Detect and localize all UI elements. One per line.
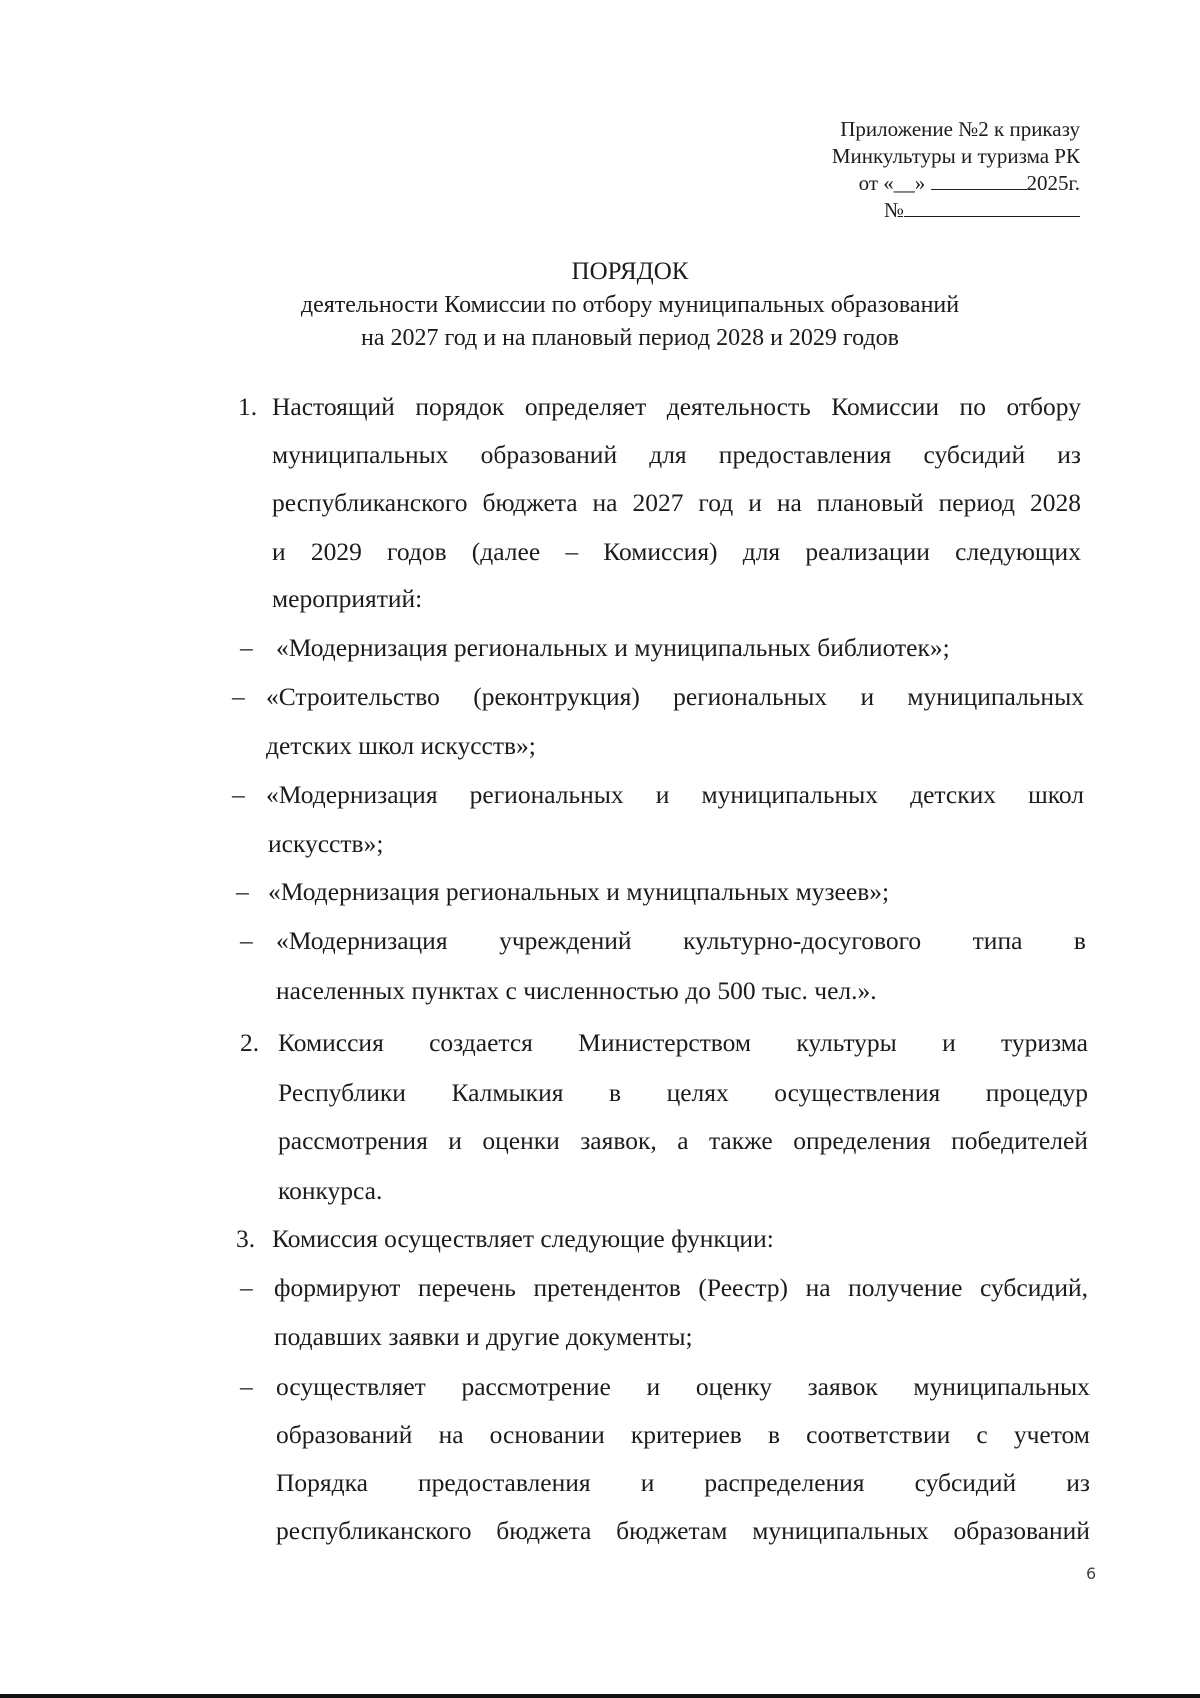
word: оценки (482, 1126, 560, 1155)
function-2-line-1-text (276, 1372, 1090, 1402)
word: и (272, 537, 286, 566)
word: победителей (951, 1126, 1088, 1155)
word: муниципальных (752, 1516, 929, 1545)
word: (далее (471, 537, 541, 566)
word: отбору (1006, 392, 1081, 421)
word: на (805, 1273, 831, 1302)
word: (Реестр) (698, 1273, 789, 1302)
word: Министерством (578, 1028, 752, 1057)
word: год (698, 488, 734, 517)
bullet-3-line-2: искусств»; (268, 829, 384, 858)
word: Комиссии (831, 392, 939, 421)
word: и (748, 488, 762, 517)
function-2-line-4 (276, 1516, 1090, 1546)
word: муниципальных (907, 682, 1084, 711)
word: субсидий (923, 440, 1026, 469)
word: республиканского (272, 488, 468, 517)
word: образований (953, 1516, 1090, 1545)
word: бюджета (496, 1516, 592, 1545)
word: по (959, 392, 986, 421)
bullet-5-line-1-text (276, 926, 1086, 956)
bullet-dash: – (240, 633, 253, 662)
appendix-header (832, 116, 1080, 224)
word: для (649, 440, 687, 469)
word: 2028 (1029, 488, 1081, 517)
word: «Строительство (266, 682, 440, 711)
word: муниципальных (272, 440, 449, 469)
bullet-dash: – (236, 877, 249, 906)
word: предоставления (418, 1468, 591, 1497)
item-1-line-1-text (272, 392, 1081, 422)
function-2-line-4-text (276, 1516, 1090, 1546)
appendix-date (832, 170, 1080, 197)
word: туризма (1001, 1028, 1088, 1057)
word: и (942, 1028, 956, 1057)
word: также (708, 1126, 773, 1155)
word: школ (1028, 780, 1084, 809)
appendix-line-1: Приложение №2 к приказу (840, 117, 1080, 141)
function-1-line-1 (274, 1273, 1088, 1303)
bullet-3-line-1-text (266, 780, 1084, 810)
appendix-number (832, 197, 1080, 224)
word: получение (848, 1273, 963, 1302)
item-3-marker: 3. (236, 1224, 256, 1253)
word: перечень (418, 1273, 516, 1302)
word: основании (489, 1420, 605, 1449)
word: бюджета (482, 488, 578, 517)
word: рассмотрения (278, 1126, 428, 1155)
word: а (677, 1126, 689, 1155)
word: Порядка (276, 1468, 368, 1497)
date-prefix: от «__» (858, 171, 931, 195)
word: субсидий, (980, 1273, 1088, 1302)
bullet-3-line-1 (266, 780, 1084, 810)
word: и (448, 1126, 462, 1155)
bullet-dash: – (240, 1273, 253, 1302)
word: деятельность (666, 392, 811, 421)
scan-bottom-edge (0, 1694, 1200, 1698)
word: критериев (630, 1420, 742, 1449)
item-2-line-2-text (278, 1078, 1088, 1108)
word: Комиссия (278, 1028, 384, 1057)
word: на (438, 1420, 464, 1449)
bullet-5-line-2: населенных пунктах с численностью до 500 тыс. чел.». (276, 976, 877, 1005)
item-2-line-1 (278, 1028, 1088, 1058)
bullet-2-line-2: детских школ искусств»; (266, 731, 536, 760)
word: учетом (1013, 1420, 1090, 1449)
bullet-2-line-1-text (266, 682, 1084, 712)
bullet-dash: – (240, 1372, 253, 1401)
word: и (655, 780, 670, 809)
word: на (592, 488, 618, 517)
function-2-line-3-text (276, 1468, 1090, 1498)
bullet-1-text: «Модернизация региональных и муниципальных библиотек»; (276, 633, 950, 662)
word: период (938, 488, 1016, 517)
word: предоставления (718, 440, 892, 469)
function-2-line-1 (276, 1372, 1090, 1402)
bullet-dash: – (232, 682, 245, 711)
bullet-2-line-1 (266, 682, 1084, 712)
word: для (742, 537, 781, 566)
word: рассмотрение (461, 1372, 611, 1401)
bullet-dash: – (232, 780, 245, 809)
bullet-5-line-1 (276, 926, 1086, 956)
word: и (860, 682, 875, 711)
word: порядок (415, 392, 505, 421)
document-subtitle-2: на 2027 год и на плановый период 2028 и 2029 годов (360, 325, 900, 351)
item-1-line-3 (272, 488, 1081, 518)
word: распределения (704, 1468, 865, 1497)
item-1-marker: 1. (238, 392, 258, 421)
word: Калмыкия (451, 1078, 564, 1107)
word: региональных (673, 682, 828, 711)
word: (реконтрукция) (473, 682, 640, 711)
word: типа (972, 926, 1023, 955)
item-1-line-2 (272, 440, 1081, 470)
word: субсидий (914, 1468, 1017, 1497)
word: «Модернизация (276, 926, 448, 955)
item-1-line-5: мероприятий: (272, 584, 423, 613)
word: плановый (816, 488, 924, 517)
word: учреждений (499, 926, 632, 955)
date-suffix: 2025г. (1026, 171, 1080, 195)
word: определения (793, 1126, 931, 1155)
word: из (1057, 440, 1081, 469)
word: реализации (805, 537, 930, 566)
word: 2027 (632, 488, 684, 517)
word: муниципальных (913, 1372, 1090, 1401)
appendix-line-2: Минкультуры и туризма РК (831, 144, 1080, 168)
word: в (1073, 926, 1086, 955)
word: годов (387, 537, 447, 566)
item-2-line-1-text (278, 1028, 1088, 1058)
word: бюджетам (616, 1516, 728, 1545)
word: процедур (985, 1078, 1088, 1107)
word: «Модернизация (266, 780, 438, 809)
word: оценку (695, 1372, 772, 1401)
word: в (608, 1078, 622, 1107)
word: определяет (524, 392, 647, 421)
word: претендентов (533, 1273, 681, 1302)
word: – (565, 537, 579, 566)
document-title: ПОРЯДОК (571, 258, 689, 285)
word: региональных (469, 780, 624, 809)
item-1-line-4 (272, 537, 1081, 567)
word: и (640, 1468, 655, 1497)
page-number: 6 (1086, 1564, 1097, 1583)
word: создается (429, 1028, 533, 1057)
word: целях (666, 1078, 729, 1107)
word: муниципальных (701, 780, 879, 809)
word: соответствии (806, 1420, 951, 1449)
word: формируют (274, 1273, 401, 1302)
word: на (776, 488, 802, 517)
word: в (767, 1420, 781, 1449)
item-2-line-3-text (278, 1126, 1088, 1156)
bullet-dash: – (240, 926, 253, 955)
word: образований (276, 1420, 413, 1449)
number-prefix: № (883, 198, 904, 222)
word: следующих (955, 537, 1081, 566)
item-2-marker: 2. (240, 1028, 260, 1057)
word: Республики (278, 1078, 406, 1107)
word: культуры (796, 1028, 897, 1057)
word: осуществляет (276, 1372, 426, 1401)
word: республиканского (276, 1516, 472, 1545)
word: и (646, 1372, 661, 1401)
word: заявок (807, 1372, 878, 1401)
word: из (1066, 1468, 1090, 1497)
item-3-line-1: Комиссия осуществляет следующие функции: (272, 1224, 774, 1253)
word: Настоящий (272, 392, 395, 421)
function-1-line-2: подавших заявки и другие документы; (274, 1322, 693, 1351)
date-blank (931, 171, 1027, 190)
item-1-line-2-text (272, 440, 1081, 470)
item-1-line-3-text (272, 488, 1081, 518)
function-1-line-1-text (274, 1273, 1088, 1303)
item-1-line-4-text (272, 537, 1081, 567)
word: детских (910, 780, 996, 809)
document-subtitle-1: деятельности Комиссии по отбору муниципальных образований (300, 292, 960, 318)
word: заявок, (580, 1126, 657, 1155)
number-blank (904, 198, 1080, 217)
word: Комиссия) (603, 537, 718, 566)
word: 2029 (310, 537, 362, 566)
word: образований (480, 440, 618, 469)
word: с (976, 1420, 988, 1449)
item-2-line-2 (278, 1078, 1088, 1108)
function-2-line-3 (276, 1468, 1090, 1498)
item-2-line-3 (278, 1126, 1088, 1156)
function-2-line-2-text (276, 1420, 1090, 1450)
item-1-line-1 (272, 392, 1081, 422)
function-2-line-2 (276, 1420, 1090, 1450)
bullet-4-text: «Модернизация региональных и муницпальных музеев»; (268, 877, 890, 906)
word: осуществления (774, 1078, 941, 1107)
word: культурно-досугового (683, 926, 922, 955)
item-2-line-4: конкурса. (278, 1176, 383, 1205)
